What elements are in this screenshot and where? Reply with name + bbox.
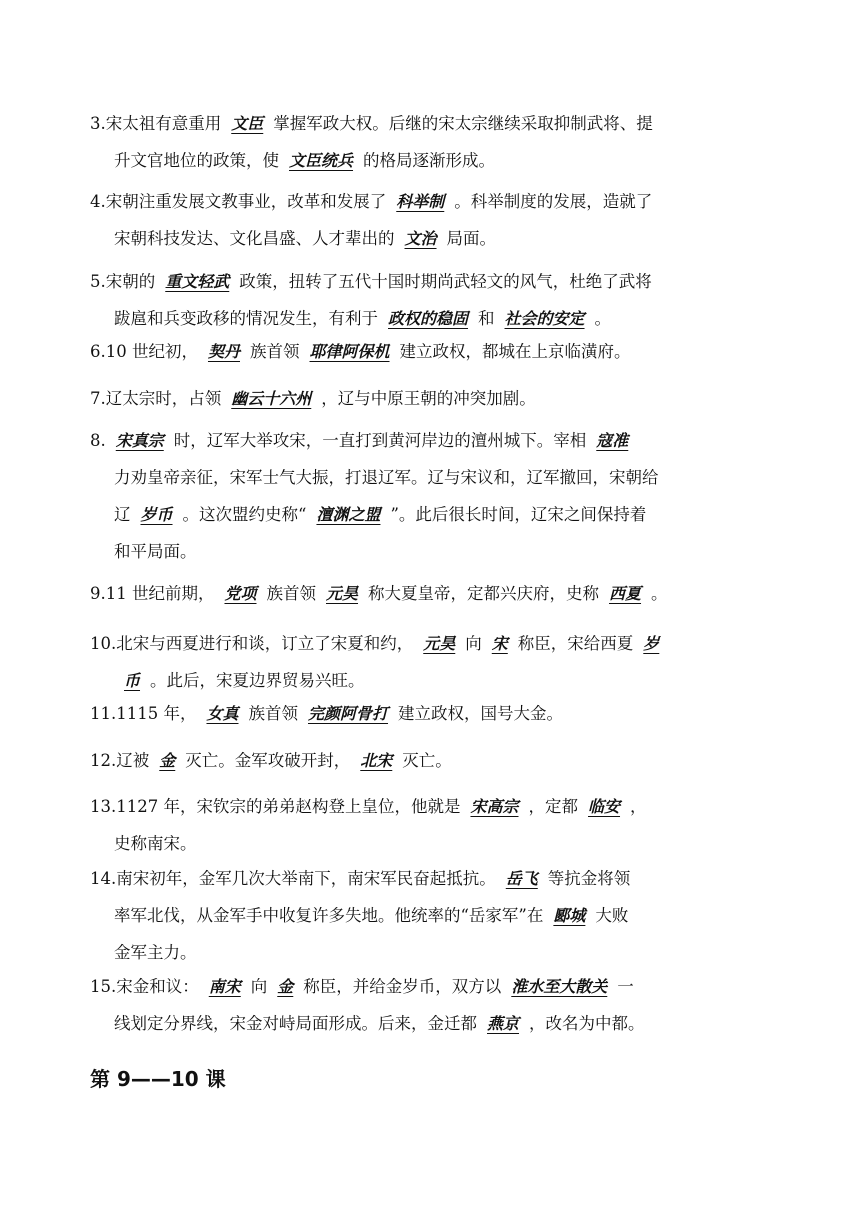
question-line <box>90 105 780 142</box>
question-text: 8. <box>90 431 106 450</box>
question-text: 称大夏皇帝，定都兴庆府，史称 <box>368 584 600 603</box>
question-text: 的格局逐渐形成。 <box>363 151 496 170</box>
answer-blank: 金 <box>159 751 176 770</box>
question-line <box>90 1005 780 1042</box>
question-line <box>90 860 780 897</box>
answer-blank: 燕京 <box>487 1014 520 1033</box>
question-text: 13.1127 年，宋钦宗的弟弟赵构登上皇位，他就是 <box>90 797 461 816</box>
answer-blank: 岳飞 <box>505 869 538 888</box>
question-text: ，定都 <box>528 797 578 816</box>
question-text: 4.宋朝注重发展文教事业，改革和发展了 <box>90 192 387 211</box>
answer-blank: 金 <box>277 977 294 996</box>
question-line <box>90 183 780 220</box>
question-line <box>90 825 780 862</box>
question-text: 力劝皇帝亲征，宋军士气大振，打退辽军。辽与宋议和，辽军撤回，宋朝给 <box>114 468 659 487</box>
question-text: 6.10 世纪初， <box>90 342 198 361</box>
question-text: ”。此后很长时间，辽宋之间保持着 <box>390 505 647 524</box>
question-text: 9.11 世纪前期， <box>90 584 215 603</box>
question-line <box>90 380 780 417</box>
answer-blank: 文臣统兵 <box>289 151 354 170</box>
question-text: 大败 <box>595 906 629 925</box>
question-text: 掌握军政大权。后继的宋太宗继续采取抑制武将、提 <box>273 114 653 133</box>
question-text: 时，辽军大举攻宋，一直打到黄河岸边的澶州城下。宰相 <box>173 431 587 450</box>
question-text: 向 <box>465 634 482 653</box>
question-line <box>90 897 780 934</box>
question-text: 和 <box>478 309 495 328</box>
question-item-13 <box>90 788 780 862</box>
answer-blank: 女真 <box>206 704 239 723</box>
answer-blank: 澶渊之盟 <box>316 505 381 524</box>
question-text: 10.北宋与西夏进行和谈，订立了宋夏和约， <box>90 634 414 653</box>
question-item-14 <box>90 860 780 971</box>
question-text: 族首领 <box>266 584 316 603</box>
answer-blank: 文臣 <box>231 114 264 133</box>
question-item-6 <box>90 333 780 370</box>
question-item-15 <box>90 968 780 1042</box>
question-text: 。 <box>594 309 612 328</box>
answer-blank: 币 <box>124 671 141 690</box>
question-line <box>90 662 780 699</box>
answer-blank: 郾城 <box>553 906 586 925</box>
question-text: 12.辽被 <box>90 751 150 770</box>
question-item-12 <box>90 742 780 779</box>
question-text: 称臣，宋给西夏 <box>517 634 634 653</box>
question-text: ，辽与中原王朝的冲突加剧。 <box>321 389 536 408</box>
question-text: 5.宋朝的 <box>90 272 156 291</box>
question-line <box>90 968 780 1005</box>
answer-blank: 政权的稳固 <box>388 309 469 328</box>
answer-blank: 文治 <box>404 229 437 248</box>
question-line <box>90 422 780 459</box>
question-line <box>90 300 780 337</box>
question-text: 7.辽太宗时，占领 <box>90 389 222 408</box>
question-text: 。 <box>651 584 668 603</box>
question-text: 建立政权，都城在上京临潢府。 <box>399 342 631 361</box>
question-text: 史称南宋。 <box>114 834 197 853</box>
question-line <box>90 695 780 732</box>
question-text: 族首领 <box>250 342 300 361</box>
question-line <box>90 142 780 179</box>
question-line <box>90 496 780 533</box>
question-item-7 <box>90 380 780 417</box>
answer-blank: 宋 <box>491 634 508 653</box>
question-text: 族首领 <box>248 704 298 723</box>
answer-blank: 重文轻武 <box>165 272 230 291</box>
answer-blank: 临安 <box>588 797 621 816</box>
question-text: 向 <box>250 977 268 996</box>
question-item-9 <box>90 575 780 612</box>
answer-blank: 岁币 <box>140 505 173 524</box>
question-line <box>90 788 780 825</box>
question-line <box>90 533 780 570</box>
question-text: 跋扈和兵变政移的情况发生，有利于 <box>114 309 378 328</box>
question-text: ， <box>630 797 647 816</box>
question-text: 局面。 <box>446 229 497 248</box>
answer-blank: 岁 <box>643 634 660 653</box>
question-line <box>90 575 780 612</box>
question-text: 灭亡。 <box>402 751 452 770</box>
answer-blank: 南宋 <box>208 977 241 996</box>
question-text: 建立政权，国号大金。 <box>398 704 564 723</box>
question-text: 。这次盟约史称“ <box>182 505 307 524</box>
question-line <box>90 742 780 779</box>
question-text: 政策，扭转了五代十国时期尚武轻文的风气，杜绝了武将 <box>239 272 652 291</box>
question-item-4 <box>90 183 780 257</box>
question-item-11 <box>90 695 780 732</box>
answer-blank: 契丹 <box>207 342 240 361</box>
question-text: 辽 <box>114 505 131 524</box>
question-line <box>90 934 780 971</box>
question-text: 称臣，并给金岁币，双方以 <box>303 977 502 996</box>
answer-blank: 北宋 <box>360 751 393 770</box>
question-text: 11.1115 年， <box>90 704 197 723</box>
answer-blank: 元昊 <box>423 634 456 653</box>
question-text: 灭亡。金军攻破开封， <box>185 751 351 770</box>
answer-blank: 科举制 <box>396 192 445 211</box>
question-line <box>90 263 780 300</box>
question-text: 。科举制度的发展，造就了 <box>454 192 653 211</box>
question-text: 率军北伐，从金军手中收复许多失地。他统率的“岳家军”在 <box>114 906 544 925</box>
question-text: 升文官地位的政策，使 <box>114 151 279 170</box>
question-text: 等抗金将领 <box>547 869 631 888</box>
answer-blank: 党项 <box>224 584 257 603</box>
answer-blank: 寇准 <box>596 431 629 450</box>
answer-blank: 社会的安定 <box>504 309 585 328</box>
answer-blank: 耶律阿保机 <box>309 342 390 361</box>
question-item-5 <box>90 263 780 337</box>
question-text: 金军主力。 <box>114 943 197 962</box>
question-text: 线划定分界线，宋金对峙局面形成。后来，金迁都 <box>114 1014 477 1033</box>
question-text: 和平局面。 <box>114 542 197 561</box>
answer-blank: 西夏 <box>609 584 642 603</box>
answer-blank: 元昊 <box>326 584 359 603</box>
question-item-8 <box>90 422 780 570</box>
question-item-3 <box>90 105 780 179</box>
question-text: 宋朝科技发达、文化昌盛、人才辈出的 <box>114 229 395 248</box>
question-text: 3.宋太祖有意重用 <box>90 114 222 133</box>
section-heading: 第 9——10 课 <box>90 1067 226 1091</box>
question-line <box>90 220 780 257</box>
question-text: 14.南宋初年，金军几次大举南下，南宋军民奋起抵抗。 <box>90 869 496 888</box>
question-text: 15.宋金和议： <box>90 977 199 996</box>
question-text: 。此后，宋夏边界贸易兴旺。 <box>150 671 365 690</box>
question-line <box>90 333 780 370</box>
question-text: 一 <box>617 977 634 996</box>
question-line <box>90 625 780 662</box>
answer-blank: 宋高宗 <box>470 797 519 816</box>
answer-blank: 淮水至大散关 <box>511 977 608 996</box>
question-item-10 <box>90 625 780 699</box>
answer-blank: 幽云十六州 <box>231 389 312 408</box>
question-text: ，改名为中都。 <box>529 1014 645 1033</box>
question-line <box>90 459 780 496</box>
answer-blank: 完颜阿骨打 <box>308 704 389 723</box>
answer-blank: 宋真宗 <box>115 431 164 450</box>
